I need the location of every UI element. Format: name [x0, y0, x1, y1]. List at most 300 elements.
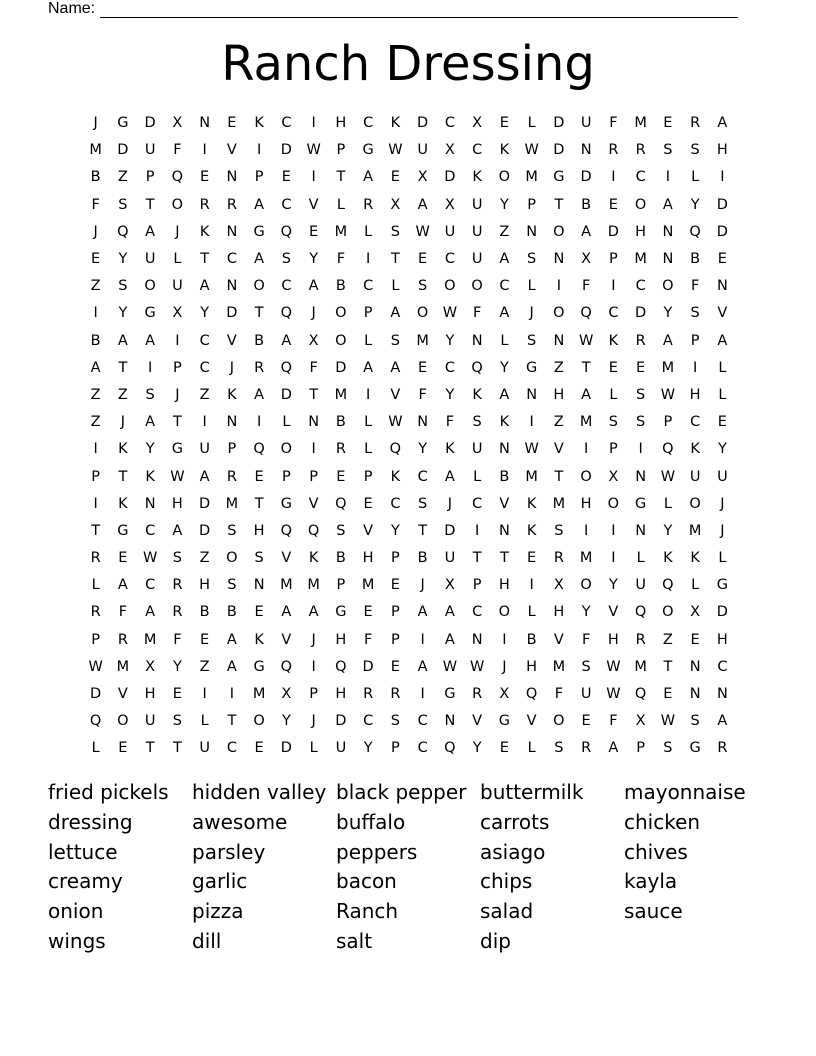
grid-letter: E — [608, 359, 618, 376]
grid-letter: D — [444, 169, 456, 186]
grid-letter: I — [311, 115, 316, 132]
grid-letter: W — [660, 468, 676, 485]
grid-letter: G — [362, 142, 374, 159]
grid-letter: I — [93, 441, 98, 458]
grid-letter: I — [365, 251, 371, 268]
grid-letter: C — [635, 278, 646, 295]
grid-letter: A — [499, 305, 510, 322]
grid-letter: I — [502, 631, 507, 648]
grid-letter: S — [172, 550, 182, 567]
grid-letter: S — [418, 495, 428, 512]
grid-letter: E — [390, 577, 400, 594]
grid-letter: X — [581, 251, 592, 268]
grid-letter: K — [254, 631, 264, 648]
grid-letter: O — [171, 196, 184, 213]
grid-letter: M — [661, 359, 675, 376]
grid-letter: U — [635, 577, 646, 594]
grid-letter: Z — [117, 386, 128, 403]
grid-letter: A — [145, 332, 156, 349]
grid-letter: Y — [499, 359, 509, 376]
grid-letter: N — [471, 332, 483, 349]
grid-letter: P — [91, 468, 100, 485]
grid-letter: Y — [281, 713, 291, 730]
grid-letter: W — [606, 686, 621, 703]
grid-letter: E — [499, 115, 509, 132]
grid-letter: W — [469, 658, 485, 675]
grid-letter: R — [226, 468, 237, 485]
grid-letter: A — [717, 332, 728, 349]
grid-letter: I — [611, 278, 616, 295]
grid-letter: J — [311, 631, 316, 648]
grid-letter: Y — [390, 522, 400, 539]
grid-letter: K — [145, 468, 155, 485]
grid-letter: J — [175, 386, 180, 403]
grid-letter: C — [145, 522, 156, 539]
grid-letter: G — [444, 686, 456, 703]
grid-letter: Y — [118, 305, 128, 322]
grid-letter: L — [691, 577, 700, 594]
grid-letter: M — [634, 658, 647, 675]
grid-letter: A — [117, 577, 128, 594]
grid-letter: R — [90, 604, 101, 621]
grid-letter: U — [471, 223, 483, 240]
grid-letter: Q — [171, 169, 184, 186]
grid-letter: I — [311, 169, 316, 186]
grid-letter: W — [442, 658, 458, 675]
grid-letter: E — [281, 169, 291, 186]
grid-letter: P — [336, 142, 346, 159]
grid-letter: Y — [445, 332, 455, 349]
grid-letter: O — [335, 332, 347, 349]
grid-letter: B — [226, 604, 237, 621]
grid-letter: S — [554, 740, 564, 757]
grid-letter: T — [581, 359, 591, 376]
grid-letter: X — [608, 468, 619, 485]
grid-letter: U — [144, 251, 156, 268]
grid-letter: I — [93, 305, 98, 322]
grid-letter: O — [280, 441, 293, 458]
name-underline[interactable] — [100, 2, 738, 18]
grid-letter: F — [336, 251, 346, 268]
grid-letter: E — [663, 115, 673, 132]
grid-letter: M — [525, 169, 538, 186]
grid-letter: K — [526, 495, 537, 512]
grid-letter: F — [309, 359, 318, 376]
grid-row — [82, 491, 736, 518]
grid-letter: N — [308, 414, 320, 431]
word-bank-item: onion — [48, 899, 104, 924]
grid-letter: W — [388, 414, 403, 431]
word-bank-item: awesome — [192, 809, 288, 834]
word-bank-item: chips — [480, 869, 533, 894]
grid-letter: V — [472, 713, 483, 730]
grid-letter: K — [608, 332, 619, 349]
grid-letter: Q — [389, 441, 402, 458]
grid-letter: H — [553, 386, 565, 403]
grid-letter: H — [689, 386, 701, 403]
grid-letter: L — [364, 441, 373, 458]
grid-letter: N — [444, 713, 456, 730]
grid-letter: Q — [280, 359, 293, 376]
grid-letter: S — [472, 414, 482, 431]
grid-letter: G — [253, 658, 265, 675]
grid-letter: O — [689, 495, 701, 512]
grid-row — [82, 192, 736, 219]
grid-letter: R — [635, 631, 646, 648]
grid-letter: O — [662, 604, 674, 621]
grid-letter: X — [145, 658, 156, 675]
grid-letter: N — [471, 631, 483, 648]
letter-grid — [82, 110, 736, 763]
grid-letter: J — [502, 658, 507, 675]
word-bank-item: kayla — [624, 869, 678, 894]
grid-letter: Y — [499, 196, 509, 213]
grid-letter: E — [663, 686, 673, 703]
grid-letter: S — [690, 713, 700, 730]
grid-letter: N — [580, 142, 592, 159]
grid-letter: C — [499, 278, 510, 295]
grid-letter: K — [227, 386, 237, 403]
grid-letter: U — [199, 740, 210, 757]
grid-letter: B — [335, 414, 346, 431]
grid-letter: U — [417, 142, 428, 159]
grid-letter: U — [580, 686, 592, 703]
grid-letter: H — [144, 686, 156, 703]
grid-letter: N — [635, 522, 647, 539]
grid-letter: S — [690, 142, 700, 159]
grid-letter: G — [335, 604, 347, 621]
word-bank-item: dressing — [48, 809, 133, 834]
grid-letter: C — [472, 604, 483, 621]
grid-letter: G — [171, 441, 183, 458]
grid-letter: F — [581, 631, 591, 648]
grid-row — [82, 681, 736, 708]
grid-letter: N — [553, 251, 565, 268]
grid-letter: C — [608, 305, 619, 322]
grid-letter: Y — [172, 658, 182, 675]
grid-letter: G — [526, 359, 538, 376]
grid-letter: I — [611, 550, 616, 567]
grid-letter: C — [444, 359, 455, 376]
grid-letter: P — [227, 441, 237, 458]
grid-row — [82, 654, 736, 681]
grid-letter: I — [611, 522, 616, 539]
grid-letter: S — [554, 522, 564, 539]
grid-letter: K — [445, 441, 455, 458]
grid-row — [82, 409, 736, 436]
grid-letter: R — [335, 441, 346, 458]
grid-letter: Y — [717, 441, 727, 458]
grid-letter: K — [390, 468, 401, 485]
grid-letter: J — [720, 495, 725, 512]
grid-letter: A — [226, 631, 237, 648]
grid-letter: M — [552, 658, 566, 675]
grid-letter: Q — [280, 522, 293, 539]
grid-letter: D — [716, 196, 728, 213]
grid-letter: L — [473, 468, 482, 485]
grid-letter: D — [716, 223, 728, 240]
grid-letter: X — [690, 604, 701, 621]
grid-letter: W — [388, 142, 403, 159]
grid-letter: L — [527, 115, 536, 132]
grid-row — [82, 355, 736, 382]
grid-letter: B — [335, 550, 346, 567]
grid-letter: M — [307, 577, 320, 594]
grid-letter: U — [444, 550, 456, 567]
grid-letter: C — [417, 468, 428, 485]
grid-row — [82, 328, 736, 355]
grid-letter: H — [171, 495, 183, 512]
grid-letter: E — [499, 740, 509, 757]
grid-letter: V — [226, 142, 237, 159]
grid-letter: C — [417, 713, 428, 730]
grid-letter: L — [200, 713, 209, 730]
grid-letter: O — [335, 305, 347, 322]
grid-letter: J — [120, 414, 126, 431]
grid-letter: I — [202, 142, 207, 159]
grid-letter: T — [145, 740, 155, 757]
grid-letter: L — [91, 740, 100, 757]
word-bank-item: dip — [480, 928, 511, 953]
grid-row — [82, 164, 736, 191]
grid-letter: W — [660, 386, 676, 403]
grid-letter: J — [93, 223, 98, 240]
grid-row — [82, 382, 736, 409]
grid-row — [82, 518, 736, 545]
grid-letter: E — [636, 359, 646, 376]
grid-row — [82, 708, 736, 735]
grid-letter: P — [527, 196, 536, 213]
grid-letter: O — [253, 713, 265, 730]
grid-letter: T — [499, 550, 509, 567]
grid-letter: P — [690, 332, 700, 349]
grid-letter: R — [254, 359, 265, 376]
grid-letter: M — [579, 550, 593, 567]
grid-letter: I — [611, 169, 616, 186]
grid-letter: T — [118, 359, 128, 376]
grid-letter: E — [390, 169, 400, 186]
grid-letter: A — [281, 604, 292, 621]
grid-letter: E — [717, 414, 727, 431]
grid-letter: A — [363, 169, 374, 186]
grid-letter: E — [200, 631, 210, 648]
grid-letter: T — [118, 468, 128, 485]
grid-letter: A — [390, 305, 401, 322]
grid-letter: A — [145, 414, 156, 431]
word-bank — [48, 778, 768, 957]
grid-letter: L — [636, 550, 645, 567]
grid-letter: B — [90, 169, 101, 186]
grid-letter: B — [526, 631, 537, 648]
grid-letter: H — [526, 658, 538, 675]
grid-letter: V — [499, 495, 510, 512]
grid-letter: L — [282, 414, 291, 431]
grid-letter: B — [90, 332, 101, 349]
grid-letter: A — [308, 604, 319, 621]
grid-letter: Q — [335, 495, 347, 512]
grid-letter: S — [254, 550, 264, 567]
grid-letter: B — [335, 278, 346, 295]
grid-letter: Z — [199, 386, 210, 403]
grid-letter: N — [226, 414, 238, 431]
grid-letter: T — [309, 386, 319, 403]
grid-letter: C — [635, 169, 646, 186]
grid-letter: B — [690, 251, 701, 268]
grid-letter: C — [226, 251, 237, 268]
grid-letter: S — [118, 196, 128, 213]
grid-letter: E — [309, 223, 319, 240]
name-field[interactable] — [48, 0, 738, 18]
word-bank-item: creamy — [48, 869, 123, 894]
grid-letter: Y — [363, 740, 373, 757]
grid-letter: M — [634, 251, 647, 268]
grid-letter: Y — [608, 577, 618, 594]
grid-letter: F — [581, 278, 591, 295]
grid-letter: T — [554, 196, 564, 213]
grid-letter: Y — [118, 251, 128, 268]
grid-letter: I — [692, 359, 698, 376]
grid-letter: K — [690, 550, 700, 567]
grid-letter: A — [199, 468, 210, 485]
grid-row — [82, 246, 736, 273]
grid-letter: L — [500, 332, 509, 349]
grid-letter: L — [364, 414, 373, 431]
grid-letter: T — [145, 196, 155, 213]
grid-letter: G — [253, 223, 265, 240]
grid-letter: P — [145, 169, 155, 186]
grid-letter: O — [553, 305, 565, 322]
grid-letter: N — [226, 169, 238, 186]
grid-letter: V — [308, 495, 319, 512]
grid-letter: S — [527, 332, 537, 349]
grid-letter: S — [663, 142, 673, 159]
grid-letter: C — [417, 740, 428, 757]
grid-letter: E — [418, 251, 428, 268]
word-bank-item: black pepper — [336, 780, 467, 804]
grid-letter: B — [254, 332, 265, 349]
grid-letter: W — [606, 658, 621, 675]
grid-letter: M — [89, 142, 102, 159]
grid-letter: Q — [471, 359, 483, 376]
grid-letter: F — [554, 686, 564, 703]
grid-letter: Q — [662, 441, 674, 458]
grid-letter: Q — [280, 305, 293, 322]
grid-letter: D — [553, 142, 565, 159]
grid-letter: K — [118, 495, 128, 512]
grid-letter: D — [280, 386, 292, 403]
grid-letter: K — [499, 142, 510, 159]
grid-letter: X — [417, 169, 428, 186]
grid-letter: K — [390, 115, 401, 132]
grid-letter: A — [226, 658, 237, 675]
grid-letter: H — [362, 550, 374, 567]
grid-letter: C — [444, 115, 455, 132]
grid-letter: L — [718, 386, 727, 403]
grid-letter: P — [173, 359, 182, 376]
grid-letter: E — [254, 740, 264, 757]
grid-letter: N — [662, 251, 674, 268]
grid-letter: S — [227, 577, 237, 594]
grid-letter: R — [553, 550, 564, 567]
grid-letter: P — [391, 631, 400, 648]
grid-letter: W — [578, 332, 594, 349]
grid-letter: R — [172, 577, 183, 594]
grid-letter: A — [117, 332, 128, 349]
grid-letter: S — [636, 414, 646, 431]
grid-letter: U — [689, 468, 701, 485]
grid-letter: I — [556, 278, 562, 295]
grid-letter: A — [717, 115, 728, 132]
grid-letter: U — [144, 142, 156, 159]
grid-letter: J — [311, 713, 316, 730]
grid-letter: R — [472, 686, 483, 703]
grid-letter: E — [608, 196, 618, 213]
word-bank-item: asiago — [480, 839, 546, 864]
grid-row — [82, 572, 736, 599]
grid-letter: A — [254, 251, 265, 268]
grid-letter: E — [172, 686, 182, 703]
grid-letter: T — [254, 495, 264, 512]
grid-letter: D — [417, 115, 429, 132]
grid-letter: N — [526, 223, 538, 240]
word-bank-item: parsley — [192, 839, 266, 864]
grid-letter: P — [609, 251, 618, 268]
grid-letter: E — [254, 604, 264, 621]
grid-row — [82, 735, 736, 762]
grid-letter: Y — [472, 740, 482, 757]
grid-letter: N — [226, 223, 238, 240]
grid-letter: G — [553, 169, 565, 186]
grid-letter: A — [390, 359, 401, 376]
grid-letter: V — [526, 713, 537, 730]
grid-letter: B — [499, 468, 510, 485]
grid-letter: R — [226, 196, 237, 213]
grid-letter: P — [282, 468, 291, 485]
grid-letter: S — [145, 386, 155, 403]
grid-letter: A — [363, 359, 374, 376]
grid-letter: S — [390, 223, 400, 240]
grid-letter: S — [390, 713, 400, 730]
grid-letter: S — [281, 251, 291, 268]
grid-letter: S — [527, 251, 537, 268]
grid-letter: L — [391, 278, 400, 295]
grid-letter: C — [390, 495, 401, 512]
grid-letter: M — [252, 686, 266, 703]
grid-letter: B — [199, 604, 210, 621]
grid-letter: R — [390, 686, 401, 703]
grid-letter: S — [690, 305, 700, 322]
grid-letter: F — [91, 196, 100, 213]
grid-letter: N — [689, 658, 701, 675]
grid-letter: I — [583, 441, 589, 458]
word-bank-item: sauce — [624, 899, 683, 924]
grid-letter: H — [253, 522, 265, 539]
grid-letter: V — [553, 441, 564, 458]
grid-letter: D — [280, 142, 292, 159]
grid-letter: S — [390, 332, 400, 349]
grid-letter: Q — [307, 522, 320, 539]
grid-letter: N — [635, 468, 647, 485]
grid-letter: A — [662, 332, 673, 349]
grid-letter: K — [118, 441, 128, 458]
grid-letter: Q — [444, 740, 456, 757]
grid-letter: C — [199, 359, 210, 376]
grid-letter: P — [363, 305, 373, 322]
grid-letter: Q — [525, 686, 538, 703]
grid-letter: O — [498, 604, 511, 621]
grid-letter: O — [471, 278, 483, 295]
grid-letter: D — [199, 495, 211, 512]
